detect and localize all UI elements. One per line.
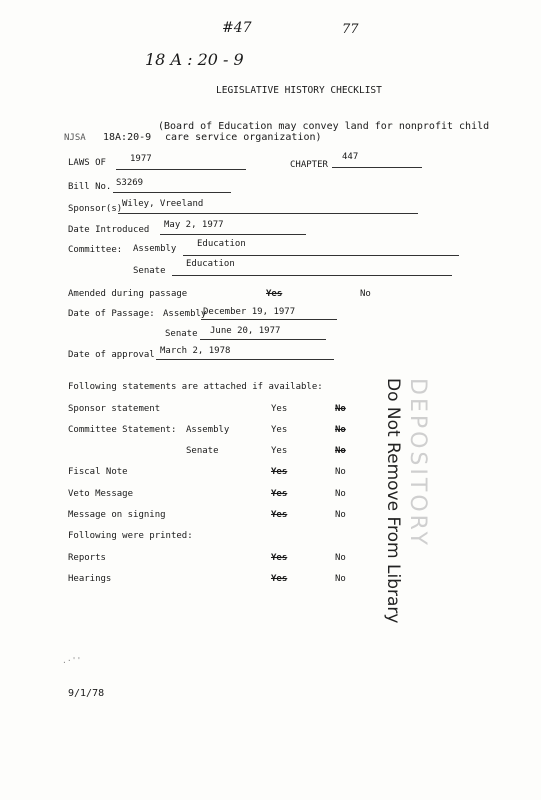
statement-sponsor-no: No (335, 404, 346, 414)
handwritten-year: 77 (342, 22, 359, 37)
date-introduced-value: May 2, 1977 (164, 220, 224, 230)
bill-no-line (113, 175, 231, 193)
amended-no: No (360, 289, 371, 299)
printed-hearings-no: No (335, 574, 346, 584)
printed-hearings-label: Hearings (68, 574, 112, 584)
approval-label: Date of approval (68, 350, 155, 360)
printed-reports-yes: Yes (271, 553, 288, 563)
statute-description-line1: (Board of Education may convey land for nonprofit child (158, 121, 490, 132)
statement-committee-senate-yes: Yes (271, 446, 288, 456)
approval-value: March 2, 1978 (160, 346, 231, 356)
passage-label: Date of Passage: (68, 309, 155, 319)
date-introduced-label: Date Introduced (68, 225, 150, 235)
committee-senate-label: Senate (133, 266, 166, 276)
statement-veto-yes: Yes (271, 489, 288, 499)
statement-fiscal-no: No (335, 467, 346, 477)
page-title: LEGISLATIVE HISTORY CHECKLIST (216, 85, 382, 96)
committee-senate-value: Education (186, 259, 235, 269)
committee-senate-line (172, 259, 452, 276)
passage-senate-label: Senate (165, 329, 198, 339)
bill-no-label: Bill No. (68, 182, 112, 192)
statement-sponsor-label: Sponsor statement (68, 404, 161, 414)
statement-sponsor-yes: Yes (271, 404, 288, 414)
statement-fiscal-yes: Yes (271, 467, 288, 477)
committee-assembly-label: Assembly (133, 244, 177, 254)
printed-reports-label: Reports (68, 553, 106, 563)
laws-of-value: 1977 (130, 154, 152, 164)
passage-senate-value: June 20, 1977 (210, 326, 281, 336)
statute-number: 18A:20-9 (103, 132, 152, 143)
statement-veto-label: Veto Message (68, 489, 134, 499)
statute-description-line2: care service organization) (165, 132, 322, 143)
bill-no-value: S3269 (116, 178, 144, 188)
sponsors-label: Sponsor(s) (68, 204, 123, 214)
statute-label: NJSA (64, 133, 86, 143)
chapter-label: CHAPTER (290, 160, 328, 170)
printed-reports-no: No (335, 553, 346, 563)
chapter-line (332, 150, 422, 168)
stamp-depository: DEPOSITORY (405, 378, 430, 548)
statement-veto-no: No (335, 489, 346, 499)
committee-label: Committee: (68, 245, 123, 255)
passage-senate-line (200, 323, 326, 340)
printed-hearings-yes: Yes (271, 574, 288, 584)
passage-assembly-value: December 19, 1977 (203, 307, 296, 317)
amended-yes: Yes (266, 289, 283, 299)
statements-heading: Following statements are attached if available: (68, 382, 323, 392)
statement-committee-assembly-yes: Yes (271, 425, 288, 435)
statement-committee-assembly-label: Assembly (186, 425, 230, 435)
amended-label: Amended during passage (68, 289, 188, 299)
committee-assembly-value: Education (197, 239, 246, 249)
scan-mark: .·'' (62, 656, 82, 665)
laws-of-line (116, 152, 246, 170)
printed-heading: Following were printed: (68, 531, 193, 541)
stamp-do-not-remove: Do Not Remove From Library (383, 378, 403, 624)
statement-committee-senate-label: Senate (186, 446, 219, 456)
sponsors-value: Wiley, Vreeland (122, 199, 204, 209)
committee-assembly-line (183, 239, 459, 256)
passage-assembly-label: Assembly (163, 309, 207, 319)
library-stamp (383, 378, 430, 623)
statement-committee-assembly-no: No (335, 425, 346, 435)
footer-date: 9/1/78 (68, 688, 105, 699)
statement-committee-senate-no: No (335, 446, 346, 456)
handwritten-number: #47 (222, 20, 252, 36)
sponsors-line (118, 196, 418, 214)
statement-signing-label: Message on signing (68, 510, 166, 520)
statement-fiscal-label: Fiscal Note (68, 467, 128, 477)
statement-signing-no: No (335, 510, 346, 520)
approval-line (156, 343, 334, 360)
passage-assembly-line (201, 303, 337, 320)
chapter-value: 447 (342, 152, 359, 162)
date-introduced-line (160, 217, 306, 235)
statement-signing-yes: Yes (271, 510, 288, 520)
laws-of-label: LAWS OF (68, 158, 106, 168)
handwritten-statute: 18 A : 20 - 9 (145, 50, 244, 69)
statement-committee-label: Committee Statement: (68, 425, 177, 435)
